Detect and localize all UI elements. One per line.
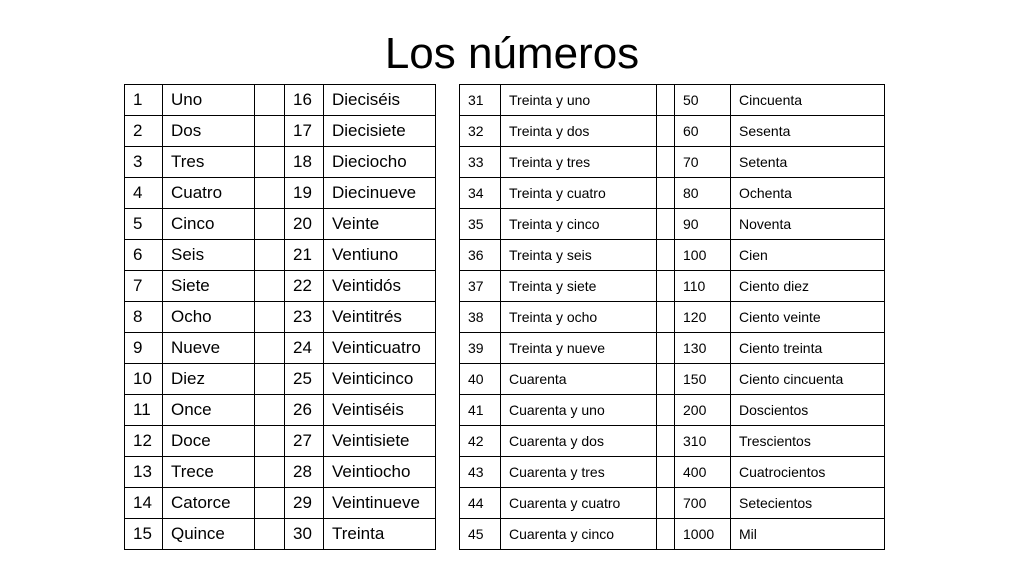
number-cell: 70 xyxy=(675,147,731,178)
spacer-cell xyxy=(255,333,285,364)
spacer-cell xyxy=(657,240,675,271)
spacer-cell xyxy=(255,457,285,488)
word-cell: Cuatro xyxy=(163,178,255,209)
number-cell: 25 xyxy=(285,364,324,395)
spacer-cell xyxy=(255,364,285,395)
number-cell: 9 xyxy=(125,333,163,364)
word-cell: Ciento cincuenta xyxy=(731,364,885,395)
table-row xyxy=(460,426,885,457)
spacer-cell xyxy=(657,85,675,116)
spacer-cell xyxy=(657,271,675,302)
number-cell: 17 xyxy=(285,116,324,147)
number-cell: 7 xyxy=(125,271,163,302)
numbers-table-left xyxy=(124,84,436,550)
number-cell: 28 xyxy=(285,457,324,488)
number-cell: 310 xyxy=(675,426,731,457)
spacer-cell xyxy=(657,488,675,519)
number-cell: 27 xyxy=(285,426,324,457)
number-cell: 100 xyxy=(675,240,731,271)
number-cell: 37 xyxy=(460,271,501,302)
number-cell: 8 xyxy=(125,302,163,333)
number-cell: 13 xyxy=(125,457,163,488)
table-row xyxy=(460,240,885,271)
page-title: Los números xyxy=(384,29,640,78)
number-cell: 15 xyxy=(125,519,163,550)
table-row xyxy=(125,395,436,426)
table-row xyxy=(460,395,885,426)
spacer-cell xyxy=(255,240,285,271)
word-cell: Treinta y siete xyxy=(501,271,657,302)
word-cell: Ciento diez xyxy=(731,271,885,302)
word-cell: Ventiuno xyxy=(324,240,436,271)
table-row xyxy=(460,147,885,178)
number-cell: 80 xyxy=(675,178,731,209)
word-cell: Trece xyxy=(163,457,255,488)
number-cell: 35 xyxy=(460,209,501,240)
number-cell: 14 xyxy=(125,488,163,519)
number-cell: 41 xyxy=(460,395,501,426)
spacer-cell xyxy=(657,519,675,550)
word-cell: Veinte xyxy=(324,209,436,240)
number-cell: 1 xyxy=(125,85,163,116)
table-row xyxy=(460,488,885,519)
table-row xyxy=(460,302,885,333)
number-cell: 40 xyxy=(460,364,501,395)
number-cell: 16 xyxy=(285,85,324,116)
word-cell: Cuarenta y uno xyxy=(501,395,657,426)
number-cell: 200 xyxy=(675,395,731,426)
table-row xyxy=(460,209,885,240)
spacer-cell xyxy=(255,209,285,240)
word-cell: Mil xyxy=(731,519,885,550)
number-cell: 10 xyxy=(125,364,163,395)
word-cell: Cien xyxy=(731,240,885,271)
word-cell: Setecientos xyxy=(731,488,885,519)
word-cell: Veintitrés xyxy=(324,302,436,333)
word-cell: Catorce xyxy=(163,488,255,519)
spacer-cell xyxy=(255,488,285,519)
word-cell: Diez xyxy=(163,364,255,395)
spacer-cell xyxy=(657,426,675,457)
spacer-cell xyxy=(255,395,285,426)
table-row xyxy=(125,457,436,488)
word-cell: Cuarenta xyxy=(501,364,657,395)
word-cell: Cuatrocientos xyxy=(731,457,885,488)
numbers-table-right xyxy=(459,84,885,550)
table-row xyxy=(125,333,436,364)
spacer-cell xyxy=(255,85,285,116)
number-cell: 3 xyxy=(125,147,163,178)
word-cell: Seis xyxy=(163,240,255,271)
table-row xyxy=(460,178,885,209)
number-cell: 33 xyxy=(460,147,501,178)
word-cell: Ocho xyxy=(163,302,255,333)
word-cell: Treinta y uno xyxy=(501,85,657,116)
word-cell: Sesenta xyxy=(731,116,885,147)
table-row xyxy=(125,116,436,147)
word-cell: Ciento veinte xyxy=(731,302,885,333)
word-cell: Treinta y cinco xyxy=(501,209,657,240)
word-cell: Veinticinco xyxy=(324,364,436,395)
spacer-cell xyxy=(255,426,285,457)
word-cell: Ochenta xyxy=(731,178,885,209)
number-cell: 29 xyxy=(285,488,324,519)
word-cell: Treinta y tres xyxy=(501,147,657,178)
spacer-cell xyxy=(657,178,675,209)
number-cell: 110 xyxy=(675,271,731,302)
spacer-cell xyxy=(255,271,285,302)
word-cell: Treinta y seis xyxy=(501,240,657,271)
table-row xyxy=(125,209,436,240)
number-cell: 23 xyxy=(285,302,324,333)
word-cell: Treinta y dos xyxy=(501,116,657,147)
word-cell: Diecinueve xyxy=(324,178,436,209)
word-cell: Doce xyxy=(163,426,255,457)
word-cell: Diecisiete xyxy=(324,116,436,147)
table-row xyxy=(460,116,885,147)
number-cell: 34 xyxy=(460,178,501,209)
word-cell: Dieciséis xyxy=(324,85,436,116)
word-cell: Treinta y ocho xyxy=(501,302,657,333)
spacer-cell xyxy=(657,116,675,147)
table-row xyxy=(125,302,436,333)
number-cell: 30 xyxy=(285,519,324,550)
word-cell: Treinta y nueve xyxy=(501,333,657,364)
word-cell: Uno xyxy=(163,85,255,116)
number-cell: 20 xyxy=(285,209,324,240)
number-cell: 42 xyxy=(460,426,501,457)
number-cell: 22 xyxy=(285,271,324,302)
word-cell: Dieciocho xyxy=(324,147,436,178)
spacer-cell xyxy=(657,395,675,426)
number-cell: 2 xyxy=(125,116,163,147)
number-cell: 400 xyxy=(675,457,731,488)
word-cell: Setenta xyxy=(731,147,885,178)
word-cell: Cinco xyxy=(163,209,255,240)
word-cell: Veinticuatro xyxy=(324,333,436,364)
word-cell: Cuarenta y dos xyxy=(501,426,657,457)
word-cell: Trescientos xyxy=(731,426,885,457)
spacer-cell xyxy=(255,147,285,178)
number-cell: 39 xyxy=(460,333,501,364)
word-cell: Veintidós xyxy=(324,271,436,302)
spacer-cell xyxy=(255,302,285,333)
word-cell: Treinta y cuatro xyxy=(501,178,657,209)
number-cell: 120 xyxy=(675,302,731,333)
word-cell: Cuarenta y cinco xyxy=(501,519,657,550)
table-row xyxy=(460,333,885,364)
spacer-cell xyxy=(657,364,675,395)
number-cell: 12 xyxy=(125,426,163,457)
number-cell: 6 xyxy=(125,240,163,271)
number-cell: 21 xyxy=(285,240,324,271)
word-cell: Veintiocho xyxy=(324,457,436,488)
table-row xyxy=(125,426,436,457)
table-row xyxy=(125,488,436,519)
number-cell: 44 xyxy=(460,488,501,519)
spacer-cell xyxy=(255,116,285,147)
number-cell: 5 xyxy=(125,209,163,240)
table-row xyxy=(125,85,436,116)
number-cell: 24 xyxy=(285,333,324,364)
number-cell: 32 xyxy=(460,116,501,147)
word-cell: Cuarenta y cuatro xyxy=(501,488,657,519)
table-row xyxy=(125,519,436,550)
word-cell: Veintiséis xyxy=(324,395,436,426)
table-row xyxy=(125,240,436,271)
number-cell: 700 xyxy=(675,488,731,519)
word-cell: Tres xyxy=(163,147,255,178)
word-cell: Ciento treinta xyxy=(731,333,885,364)
spacer-cell xyxy=(657,457,675,488)
number-cell: 43 xyxy=(460,457,501,488)
word-cell: Cincuenta xyxy=(731,85,885,116)
number-cell: 26 xyxy=(285,395,324,426)
table-row xyxy=(460,85,885,116)
table-row xyxy=(125,178,436,209)
number-cell: 18 xyxy=(285,147,324,178)
table-row xyxy=(125,364,436,395)
spacer-cell xyxy=(657,333,675,364)
word-cell: Noventa xyxy=(731,209,885,240)
word-cell: Once xyxy=(163,395,255,426)
number-cell: 36 xyxy=(460,240,501,271)
table-row xyxy=(460,457,885,488)
word-cell: Doscientos xyxy=(731,395,885,426)
spacer-cell xyxy=(657,147,675,178)
number-cell: 11 xyxy=(125,395,163,426)
number-cell: 19 xyxy=(285,178,324,209)
number-cell: 90 xyxy=(675,209,731,240)
spacer-cell xyxy=(657,302,675,333)
number-cell: 31 xyxy=(460,85,501,116)
word-cell: Quince xyxy=(163,519,255,550)
word-cell: Nueve xyxy=(163,333,255,364)
table-row xyxy=(460,519,885,550)
table-row xyxy=(125,147,436,178)
number-cell: 50 xyxy=(675,85,731,116)
spacer-cell xyxy=(255,178,285,209)
word-cell: Cuarenta y tres xyxy=(501,457,657,488)
number-cell: 1000 xyxy=(675,519,731,550)
number-cell: 130 xyxy=(675,333,731,364)
word-cell: Siete xyxy=(163,271,255,302)
spacer-cell xyxy=(657,209,675,240)
number-cell: 60 xyxy=(675,116,731,147)
number-cell: 45 xyxy=(460,519,501,550)
number-cell: 150 xyxy=(675,364,731,395)
word-cell: Dos xyxy=(163,116,255,147)
word-cell: Veintinueve xyxy=(324,488,436,519)
table-row xyxy=(125,271,436,302)
spacer-cell xyxy=(255,519,285,550)
word-cell: Treinta xyxy=(324,519,436,550)
number-cell: 38 xyxy=(460,302,501,333)
number-cell: 4 xyxy=(125,178,163,209)
table-row xyxy=(460,271,885,302)
word-cell: Veintisiete xyxy=(324,426,436,457)
table-row xyxy=(460,364,885,395)
